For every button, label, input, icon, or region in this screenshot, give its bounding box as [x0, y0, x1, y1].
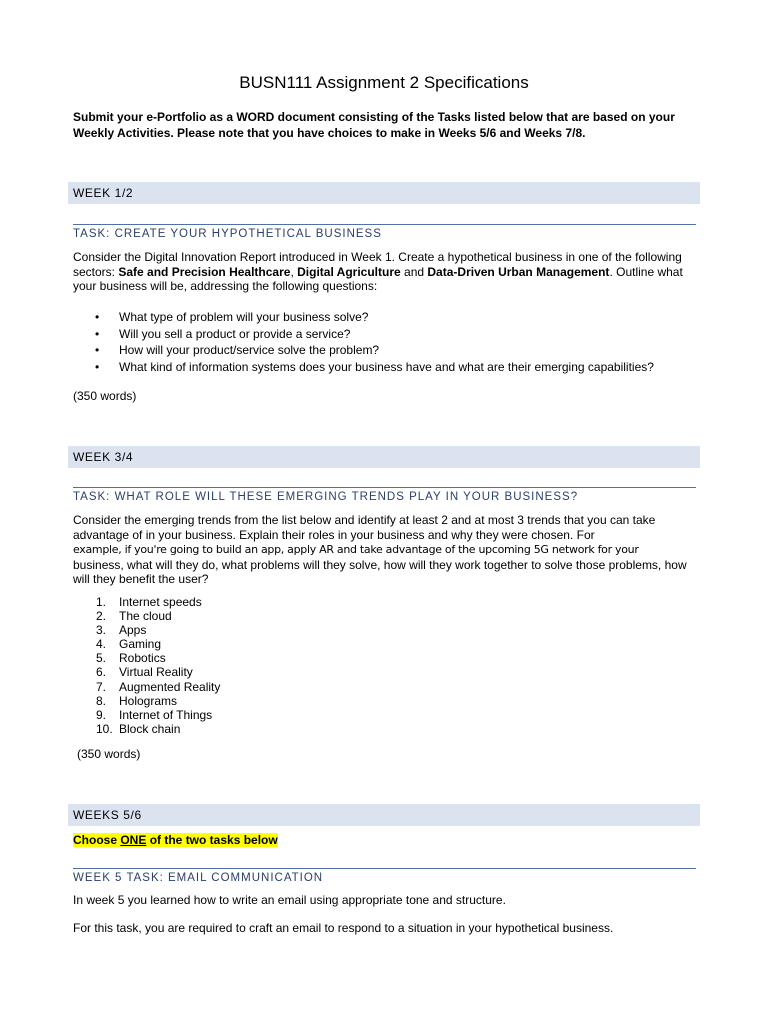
- week-3-4-description: [73, 513, 703, 587]
- week-label: WEEK 3/4: [73, 450, 134, 464]
- sector-healthcare: Safe and Precision Healthcare: [118, 264, 291, 279]
- emerging-trends-list: [73, 595, 473, 736]
- list-item: [73, 722, 473, 736]
- item-text: Holograms: [119, 693, 178, 708]
- item-number: 8.: [96, 693, 107, 708]
- separator: and: [400, 264, 428, 279]
- word-count: (350 words): [77, 747, 141, 761]
- list-item: [73, 708, 473, 722]
- choose-instruction: [73, 833, 703, 848]
- task-heading-emerging-trends: TASK: WHAT ROLE WILL THESE EMERGING TRENDS PLAY IN YOUR BUSINESS?: [73, 487, 696, 505]
- instruction-text: Choose: [73, 833, 121, 847]
- sector-agriculture: Digital Agriculture: [297, 264, 401, 279]
- item-text: Block chain: [119, 721, 181, 736]
- item-text: Internet speeds: [119, 595, 202, 609]
- description-text: . Outline what your business will be, addressing the following questions:: [73, 264, 683, 293]
- description-text: business, what will they do, what problems will they solve, how will they work together to solve those problems, how will they benefit the user?: [73, 557, 687, 586]
- list-item: [73, 595, 473, 609]
- list-item: • Will you sell a product or provide a service?: [73, 326, 713, 343]
- item-number: 9.: [96, 707, 107, 722]
- item-text: Gaming: [119, 637, 162, 652]
- item-text: Virtual Reality: [119, 665, 193, 680]
- highlighted-instruction: [73, 833, 278, 847]
- word-count: (350 words): [73, 389, 137, 403]
- item-number: 3.: [96, 623, 107, 638]
- week-1-2-description: [73, 250, 703, 294]
- item-text: The cloud: [119, 609, 172, 624]
- list-item: [73, 665, 473, 679]
- item-number: 4.: [96, 637, 107, 652]
- intro-paragraph: Submit your e-Portfolio as a WORD document consisting of the Tasks listed below that are based on your Weekly Activities. Please note that you have choices to make in Weeks 5/6 and Weeks 7/8.: [73, 110, 675, 140]
- task-heading-email-communication: WEEK 5 TASK: EMAIL COMMUNICATION: [73, 868, 696, 886]
- item-number: 7.: [96, 679, 107, 694]
- description-text: Consider the emerging trends from the list below and identify at least 2 and at most 3 trends that you can take advantage of in your business. Explain their roles in your business and why they were chosen. For: [73, 513, 656, 542]
- list-item: • What kind of information systems does your business have and what are their emerging capabilities?: [73, 359, 713, 376]
- sector-urban-management: Data-Driven Urban Management: [427, 264, 610, 279]
- list-item: [73, 651, 473, 665]
- instruction-text: of the two tasks below: [146, 833, 278, 847]
- description-text: Consider the Digital Innovation Report introduced in Week 1. Create a hypothetical business in one of the following sectors:: [73, 250, 682, 279]
- item-number: 1.: [96, 595, 107, 609]
- list-item: [73, 637, 473, 651]
- item-number: 2.: [96, 609, 107, 624]
- list-item: [73, 694, 473, 708]
- item-number: 10.: [96, 721, 113, 736]
- item-text: Apps: [119, 623, 147, 638]
- list-item: • What type of problem will your business solve?: [73, 309, 713, 326]
- week-1-2-section-header: [68, 182, 700, 204]
- item-text: Augmented Reality: [119, 679, 221, 694]
- list-item: • How will your product/service solve the problem?: [73, 342, 713, 359]
- list-item: [73, 623, 473, 637]
- week-5-paragraph-1: In week 5 you learned how to write an email using appropriate tone and structure.: [73, 893, 506, 907]
- business-questions-list: [73, 309, 713, 376]
- weeks-5-6-section-header: [68, 804, 700, 826]
- separator: ,: [290, 264, 298, 279]
- instruction-emphasis: ONE: [120, 833, 147, 847]
- list-item: [73, 609, 473, 623]
- item-number: 5.: [96, 651, 107, 666]
- item-text: Internet of Things: [119, 707, 213, 722]
- list-item: [73, 680, 473, 694]
- week-label: WEEKS 5/6: [73, 808, 142, 822]
- week-3-4-section-header: [68, 446, 700, 468]
- week-5-paragraph-2: For this task, you are required to craft an email to respond to a situation in your hypothetical business.: [73, 921, 614, 935]
- week-label: WEEK 1/2: [73, 186, 134, 200]
- task-heading-create-business: TASK: CREATE YOUR HYPOTHETICAL BUSINESS: [73, 224, 696, 242]
- item-number: 6.: [96, 665, 107, 680]
- item-text: Robotics: [119, 651, 166, 666]
- document-title: BUSN111 Assignment 2 Specifications: [239, 73, 529, 92]
- description-text: example, if you're going to build an app, apply AR and take advantage of the upcoming 5G network for your: [73, 543, 639, 556]
